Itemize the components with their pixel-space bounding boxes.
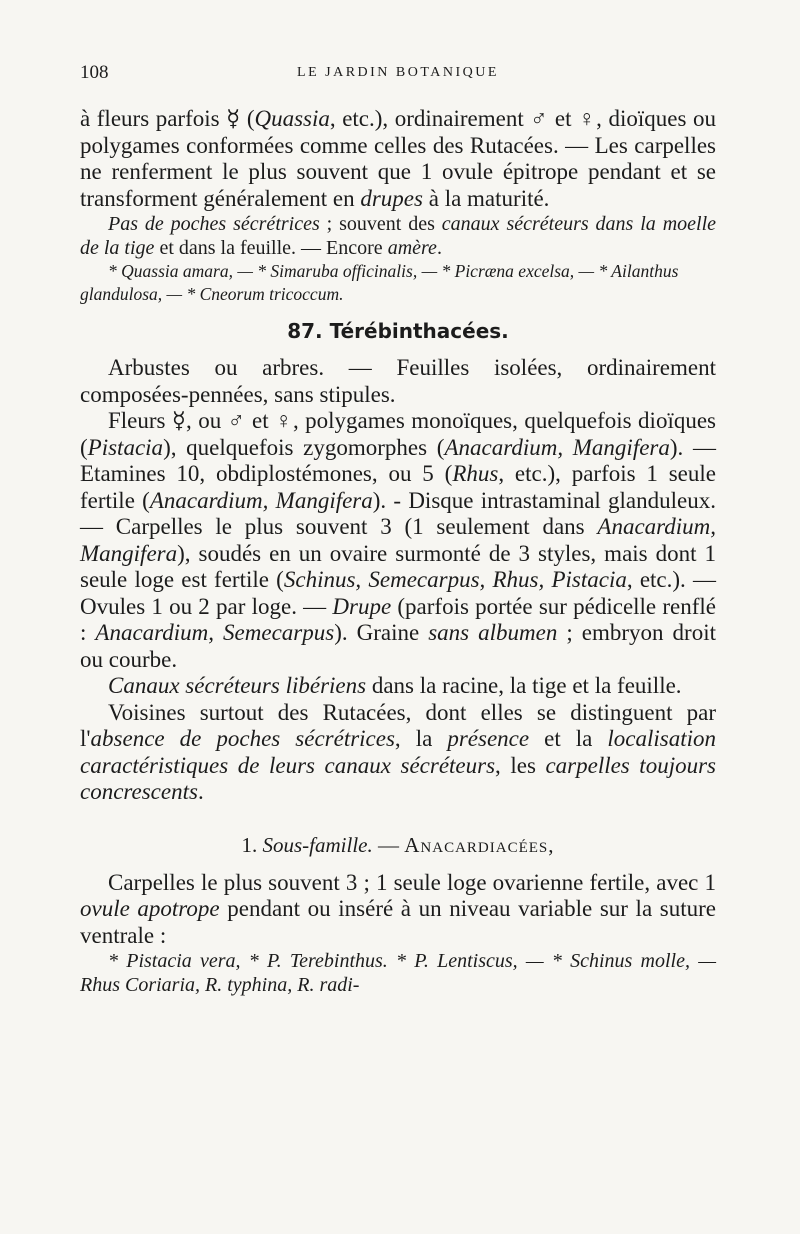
family-heading: 87. Térébinthacées. [287,319,509,343]
species-list-anacardiacees: * Pistacia vera, * P. Terebinthus. * P. Lentiscus, — * Schinus molle, — Rhus Coriaria, R. typhina, R. radi- [80,950,716,996]
paragraph-canaux: Canaux sécréteurs libériens dans la racine, la tige et la feuille. [108,673,682,698]
paragraph-fleurs: Fleurs ☿, ou ♂ et ♀, polygames monoïques, quelquefois dioïques (Pistacia), quelquefois zygomorphes (Anacardium, Mangifera). — Etamines 10, obdiplostémones, ou 5 (Rhus, etc.), parfois 1 seule fertile (Anacardium, Mangifera). - Disque intrastaminal glanduleux. — Carpelles le plus souvent 3 (1 seulement dans Anacardium, Mangifera), soudés en un ovaire surmonté de 3 styles, mais dont 1 seule loge est fertile (Schinus, Semecarpus, Rhus, Pistacia, etc.). — Ovules 1 ou 2 par loge. — Drupe (parfois portée sur pédicelle renflé : Anacardium, Semecarpus). Graine sans albumen ; embryon droit ou courbe. [80,408,716,672]
paragraph-carpelles: Carpelles le plus souvent 3 ; 1 seule loge ovarienne fertile, avec 1 ovule apotrope pendant ou inséré à un niveau variable sur la suture ventrale : [80,869,716,948]
page-number: 108 [80,62,109,83]
paragraph-secretory: Pas de poches sécrétrices ; souvent des canaux sécréteurs dans la moelle de la tige et dans la feuille. — Encore amère. [80,213,717,259]
page-body [80,106,716,997]
subfamily-heading: 1. Sous-famille. — Anacardiacées, [241,832,555,857]
paragraph-voisines: Voisines surtout des Rutacées, dont elles se distinguent par l'absence de poches sécrétrices, la présence et la localisation caractéristiques de leurs canaux sécréteurs, les carpelles toujours concrescents. [80,699,717,804]
running-header [80,62,716,92]
species-list-simaroubacees: * Quassia amara, — * Simaruba officinalis, — * Picræna excelsa, — * Ailanthus glandulosa, — * Cneorum tricoccum. [80,261,679,304]
paragraph-flowers-carpels: à fleurs parfois ☿ (Quassia, etc.), ordinairement ♂ et ♀, dioïques ou polygames conformées comme celles des Rutacées. — Les carpelles ne renferment le plus souvent que 1 ovule épitrope pendant et se transforment généralement en drupes à la maturité. [80,106,716,211]
paragraph-arbustes: Arbustes ou arbres. — Feuilles isolées, ordinairement composées-pennées, sans stipules. [80,355,716,407]
running-title: LE JARDIN BOTANIQUE [297,65,499,80]
